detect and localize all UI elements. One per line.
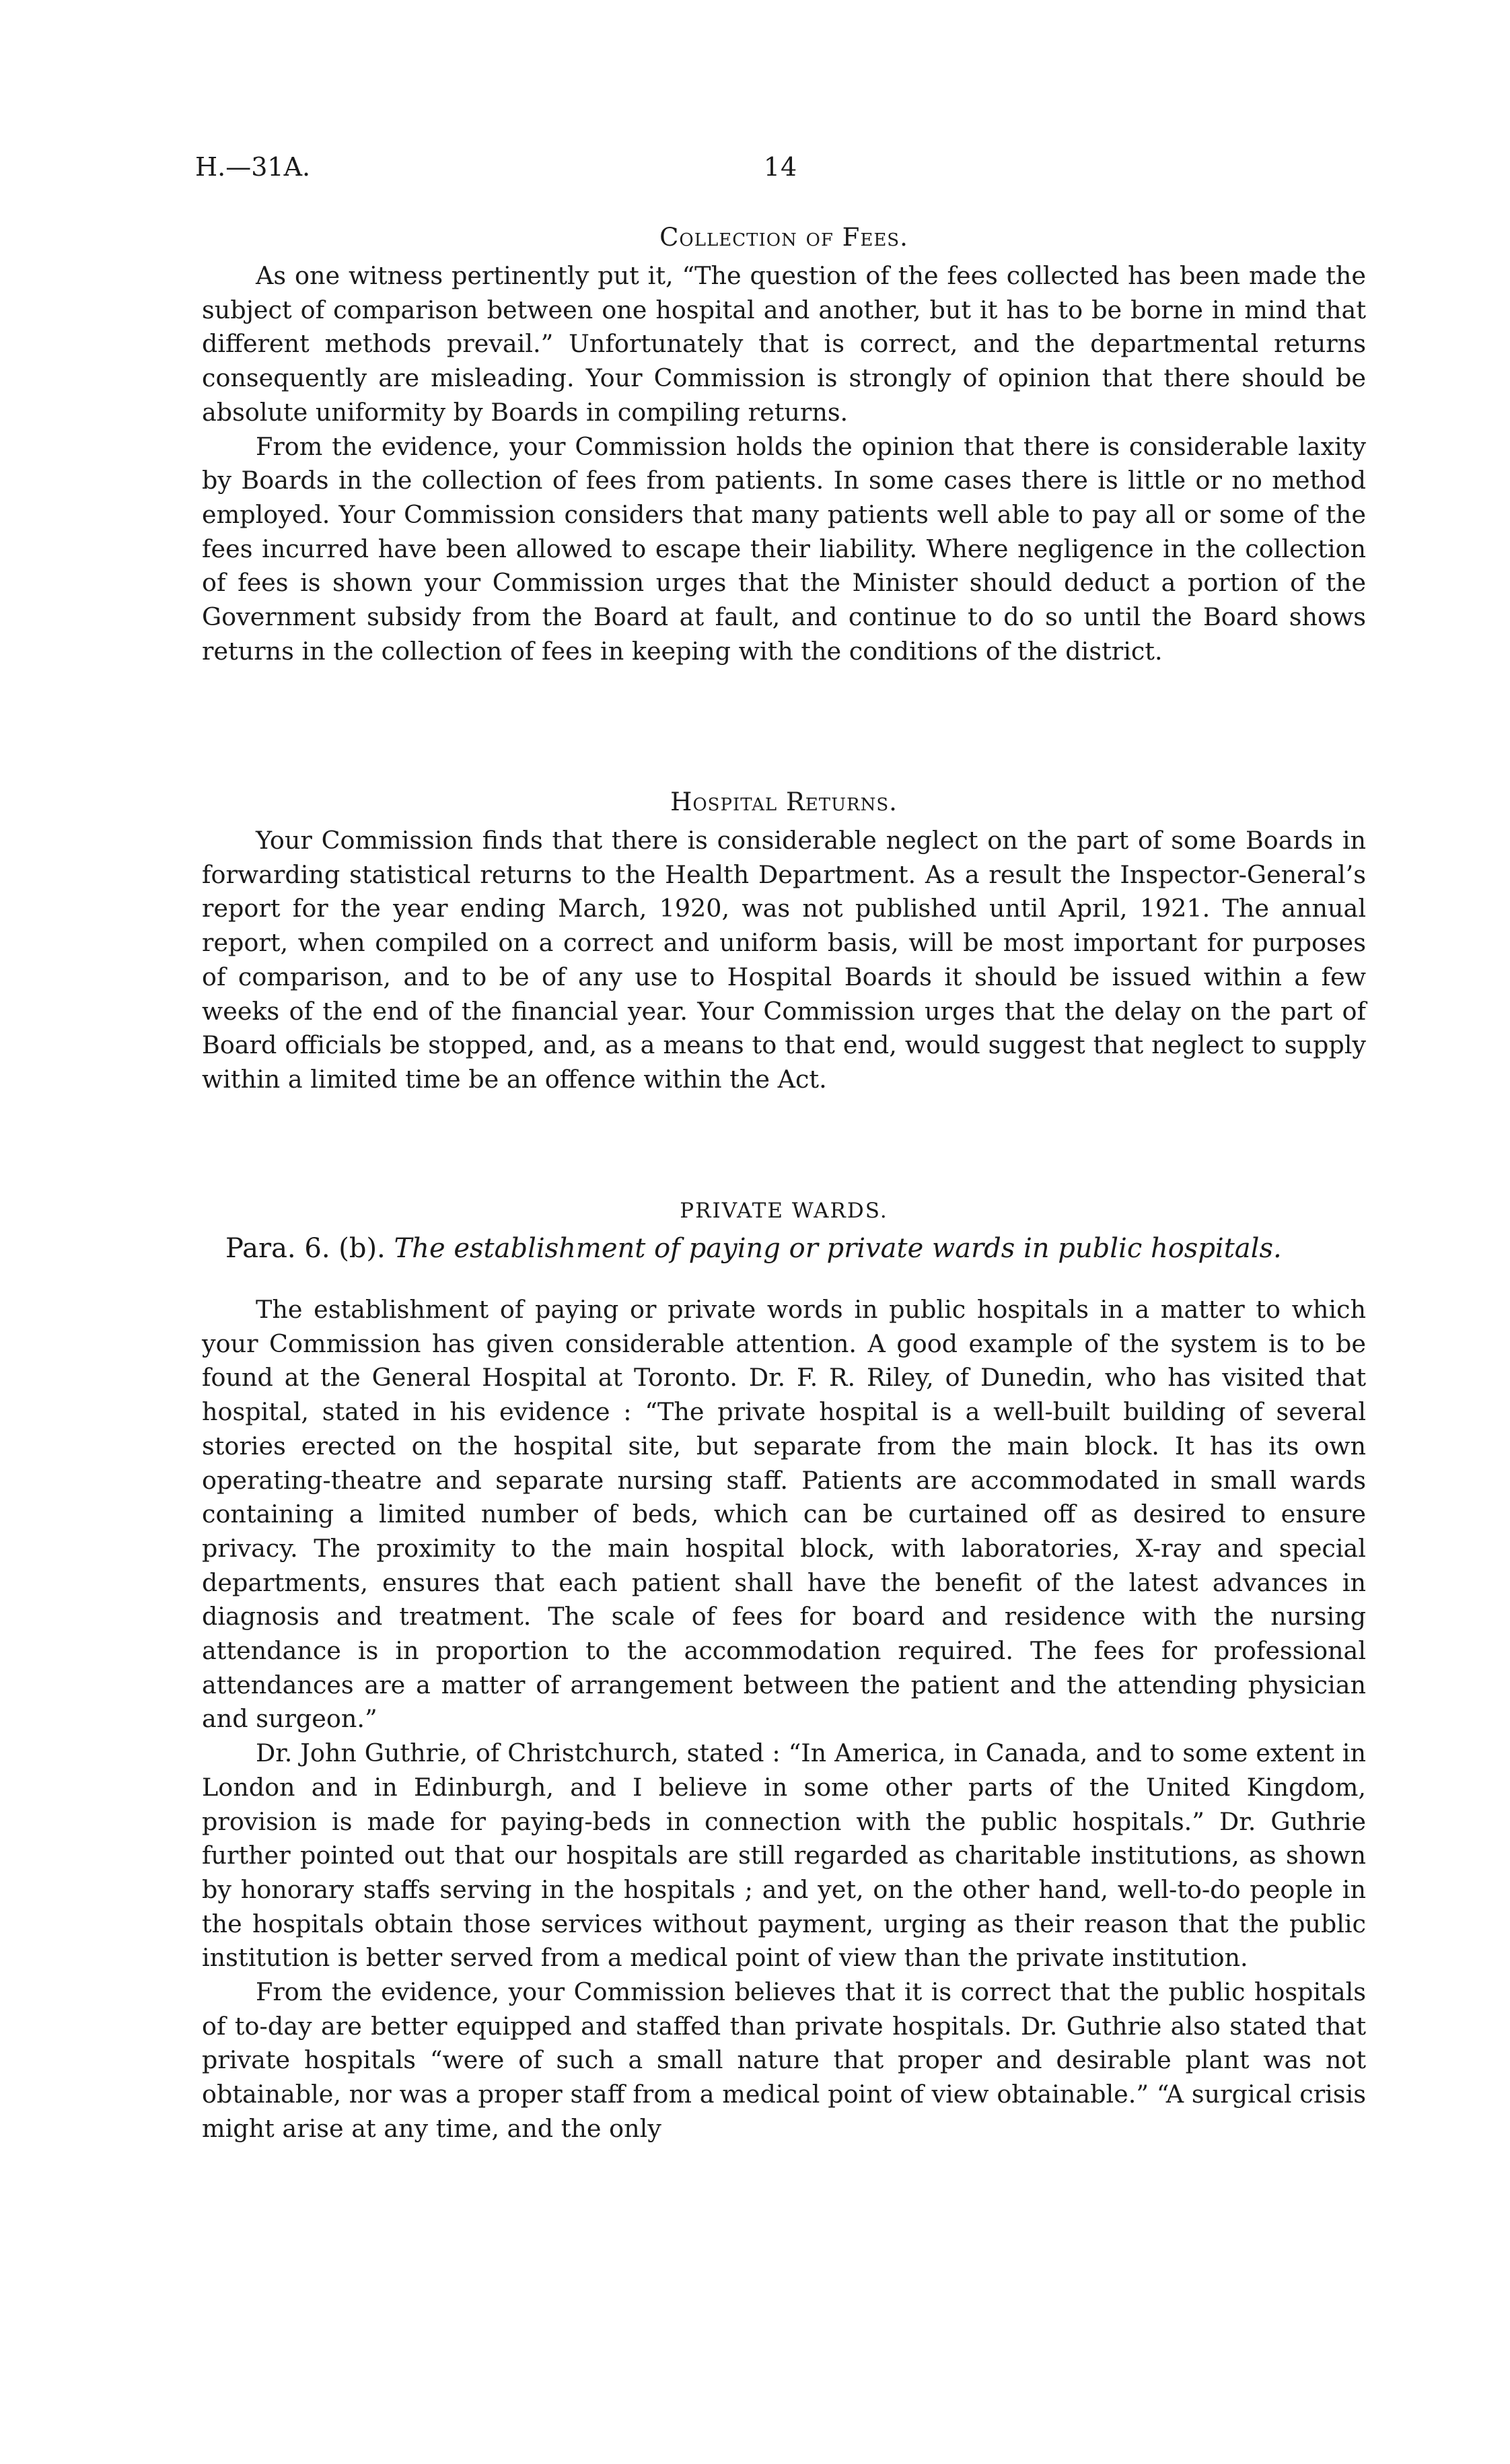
paragraph: Dr. John Guthrie, of Christchurch, stated : “In America, in Canada, and to some extent in London and in Edinburgh, and I believe in some other parts of the United Kingdom, provision is made for paying-beds in connection with the public hospitals.” Dr. Guthrie further pointed out that our hospitals are still regarded as charitable institutions, as shown by honorary staffs serving in the hospitals ; and yet, on the other hand, well-to-do people in the hospitals obtain those services without payment, urging as their reason that the public institution is better served from a medical point of view than the private institution.: [202, 1738, 1366, 1973]
paragraph: From the evidence, your Commission believes that it is correct that the public hospitals of to-day are better equipped and staffed than private hospitals. Dr. Guthrie also stated that private hospitals “were of such a small nature that proper and desirable plant was not obtainable, nor was a proper staff from a medical point of view obtainable.” “A surgical crisis might arise at any time, and the only: [202, 1977, 1366, 2143]
section-title-collection-of-fees: Collection of Fees.: [659, 223, 908, 252]
paragraph: As one witness pertinently put it, “The question of the fees collected has been made the subject of comparison between one hospital and another, but it has to be borne in mind that different methods prevail.” Unfortunately that is correct, and the departmental returns consequently are misleading. Your Commission is strongly of opinion that there should be absolute uniformity by Boards in compiling returns.: [202, 261, 1366, 427]
para-heading: The establishment of paying or private wards in public hospitals.: [394, 1233, 1282, 1264]
section-body-hospital-returns: [202, 824, 1366, 1097]
page-header: [195, 147, 1366, 187]
para-label: Para. 6. (b).: [225, 1233, 386, 1264]
section-title-private-wards: PRIVATE WARDS.: [680, 1199, 888, 1223]
document-reference: H.—31A.: [195, 152, 311, 182]
section-body-private-wards: [202, 1293, 1366, 2146]
paragraph-reference: [202, 1230, 1366, 1271]
section-body-collection-of-fees: [202, 259, 1366, 668]
page-number: 14: [763, 152, 798, 182]
paragraph: The establishment of paying or private words in public hospitals in a matter to which your Commission has given considerable attention. A good example of the system is to be found at the General Hospital at Toronto. Dr. F. R. Riley, of Dunedin, who has visited that hospital, stated in his evidence : “The private hospital is a well-built building of several stories erected on the hospital site, but separate from the main block. It has its own operating-theatre and separate nursing staff. Patients are accommodated in small wards containing a limited number of beds, which can be curtained off as desired to ensure privacy. The proximity to the main hospital block, with laboratories, X-ray and special departments, ensures that each patient shall have the benefit of the latest advances in diagnosis and treatment. The scale of fees for board and residence with the nursing attendance is in proportion to the accommodation required. The fees for professional attendances are a matter of arrangement between the patient and the attending physician and surgeon.”: [202, 1295, 1366, 1734]
paragraph: Your Commission finds that there is considerable neglect on the part of some Boards in forwarding statistical returns to the Health Department. As a result the Inspector-General’s report for the year ending March, 1920, was not published until April, 1921. The annual report, when compiled on a correct and uniform basis, will be most important for purposes of comparison, and to be of any use to Hospital Boards it should be issued within a few weeks of the end of the financial year. Your Commission urges that the delay on the part of Board officials be stopped, and, as a means to that end, would suggest that neglect to supply within a limited time be an offence within the Act.: [202, 826, 1366, 1094]
section-title-hospital-returns: Hospital Returns.: [670, 787, 898, 816]
paragraph: From the evidence, your Commission holds the opinion that there is considerable laxity by Boards in the collection of fees from patients. In some cases there is little or no method employed. Your Commission considers that many patients well able to pay all or some of the fees incurred have been allowed to escape their liability. Where negligence in the collection of fees is shown your Commission urges that the Minister should deduct a portion of the Government subsidy from the Board at fault, and continue to do so until the Board shows returns in the collection of fees in keeping with the conditions of the district.: [202, 431, 1366, 666]
